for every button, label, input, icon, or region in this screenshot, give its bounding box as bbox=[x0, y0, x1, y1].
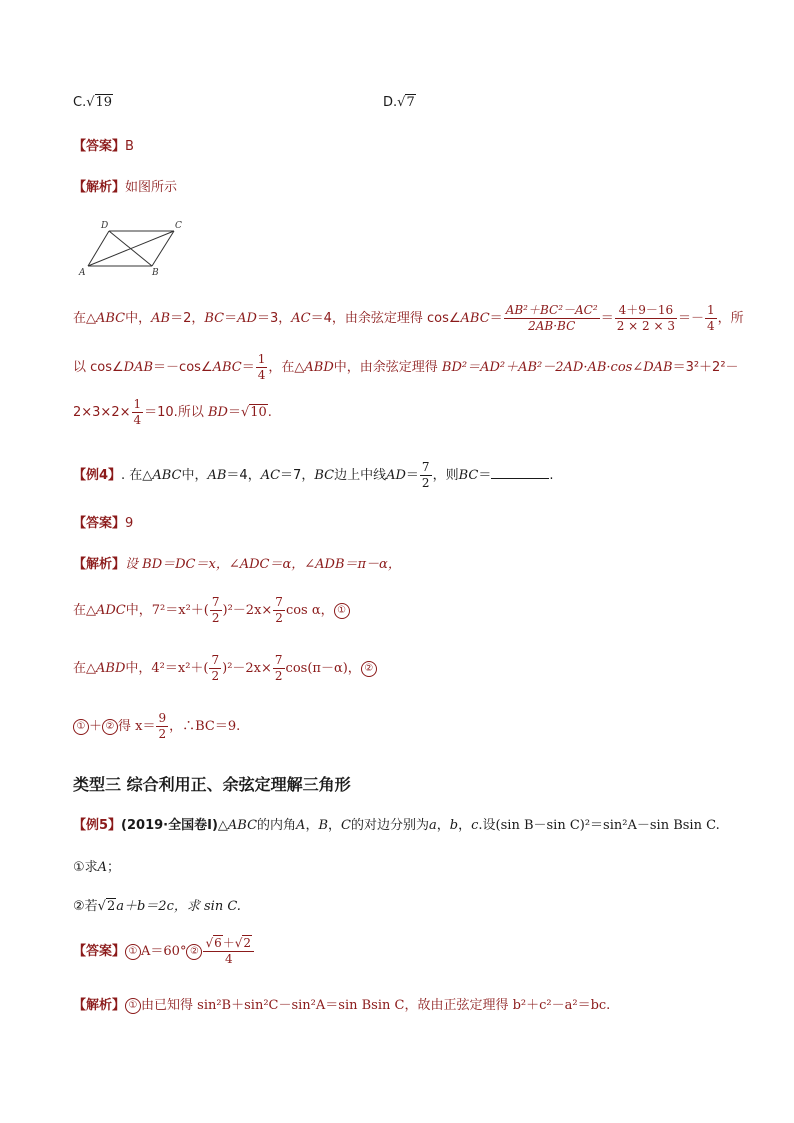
example-tag: 【例5】 bbox=[73, 818, 122, 833]
text: 的内角 bbox=[257, 818, 297, 833]
denominator: 4 bbox=[203, 951, 254, 967]
answer-value: B bbox=[125, 139, 134, 154]
text: 在△ bbox=[73, 603, 96, 618]
vertex-a-label: A bbox=[79, 268, 86, 278]
answer-tag: 【答案】 bbox=[73, 944, 126, 959]
text: . 在△ bbox=[121, 468, 153, 483]
text: 中， bbox=[181, 468, 208, 483]
option-c-label: C. bbox=[73, 95, 87, 110]
text: ②若 bbox=[73, 899, 98, 914]
edge-da bbox=[88, 231, 109, 266]
denominator: 4 bbox=[707, 319, 715, 333]
fraction-answer-2 bbox=[203, 936, 254, 967]
text: ，所 bbox=[717, 311, 744, 326]
analysis-1-line-2: 以 cos∠DAB＝－cos∠ABC＝ $\frac{1}{4}$ ，在△ABD中，由余弦定理得 BD²＝AD²＋AB²－2AD·AB·cos∠DAB＝3²＋2²－ bbox=[73, 352, 739, 382]
text: . bbox=[549, 468, 554, 483]
answer-4 bbox=[73, 512, 133, 531]
denominator: 2 bbox=[421, 476, 430, 490]
text: ， bbox=[305, 818, 319, 833]
text: cos α， bbox=[285, 603, 334, 618]
text: △ bbox=[217, 818, 228, 833]
numerator: 7 bbox=[275, 595, 283, 609]
denominator: 4 bbox=[257, 368, 266, 382]
analysis-4-line-4 bbox=[73, 711, 240, 742]
example-source: (2019·全国卷Ⅰ) bbox=[121, 818, 218, 833]
answer-5 bbox=[73, 936, 255, 967]
numerator: 4＋9－16 bbox=[618, 303, 674, 317]
text: cos(π－α)， bbox=[285, 661, 361, 676]
text: ＝3²＋2²－ bbox=[672, 360, 739, 375]
example-5: 【例5】(2019·全国卷Ⅰ)△ABC的内角A，B，C的对边分别为a，b，c.设(sin B－sin C)²＝sin²A－sin Bsin C. bbox=[73, 818, 720, 833]
numerator: 9 bbox=[158, 711, 167, 725]
parallelogram-figure bbox=[76, 218, 191, 278]
text: ＋ bbox=[222, 936, 235, 950]
text: ①求 bbox=[73, 860, 98, 875]
answer-1 bbox=[73, 135, 134, 154]
text: 以 cos∠ bbox=[73, 360, 124, 375]
option-c bbox=[73, 95, 113, 110]
text: 得 x＝ bbox=[118, 719, 156, 734]
text: )²－2x× bbox=[222, 603, 273, 618]
example-4: 【例4】. 在△ABC中，AB＝4，AC＝7，BC边上中线AD＝ $\frac{7}{2}$ ，则BC＝ . bbox=[73, 460, 554, 490]
numerator: 1 bbox=[257, 352, 266, 366]
fraction-seven-halves bbox=[420, 460, 432, 491]
sqrt-10: √10 bbox=[240, 405, 267, 420]
circled-one: ① bbox=[125, 944, 141, 960]
text: ＝4，由余弦定理得 cos∠ bbox=[310, 311, 461, 326]
text: 的对边分别为 bbox=[350, 818, 429, 833]
numerator: √6＋√2 bbox=[205, 936, 252, 950]
option-c-radicand: 19 bbox=[95, 95, 113, 110]
text: ， bbox=[328, 818, 342, 833]
numerator: 7 bbox=[274, 653, 283, 667]
analysis-tag: 【解析】 bbox=[73, 998, 126, 1013]
text: ； bbox=[107, 860, 121, 875]
text: ，在△ bbox=[268, 360, 305, 375]
text: ＝－cos∠ bbox=[153, 360, 213, 375]
option-d-label: D. bbox=[383, 95, 398, 110]
fraction-quarter bbox=[705, 303, 717, 334]
analysis-tag: 【解析】 bbox=[73, 557, 126, 572]
text: ＝ bbox=[478, 468, 492, 483]
text: ＝3， bbox=[256, 311, 292, 326]
option-d bbox=[383, 95, 416, 110]
text: ＝ bbox=[405, 468, 419, 483]
fraction-nine-halves bbox=[156, 711, 168, 742]
text: ＝7， bbox=[280, 468, 315, 483]
text: ＝10.所以 bbox=[144, 405, 208, 420]
analysis-intro: 如图所示 bbox=[125, 180, 178, 195]
circled-one: ① bbox=[125, 998, 141, 1014]
text: 中，由余弦定理得 bbox=[333, 360, 442, 375]
fraction bbox=[273, 653, 285, 684]
analysis-1-intro bbox=[73, 176, 177, 195]
sqrt-19: √19 bbox=[86, 95, 113, 110]
circled-two: ② bbox=[186, 944, 202, 960]
vertex-c-label: C bbox=[175, 221, 182, 231]
denominator: 2AB·BC bbox=[504, 318, 600, 334]
denominator: 2 bbox=[211, 611, 220, 625]
answer-tag: 【答案】 bbox=[73, 139, 126, 154]
denominator: 2 × 2 × 3 bbox=[616, 319, 675, 333]
fraction-values bbox=[615, 303, 677, 334]
circled-two: ② bbox=[102, 719, 118, 735]
text: a＋b＝2c，求 sin C. bbox=[116, 899, 241, 914]
numerator: 1 bbox=[707, 303, 715, 317]
text: 由已知得 sin²B＋sin²C－sin²A＝sin Bsin C，故由正弦定理得 b²＋c²－a²＝bc. bbox=[141, 998, 611, 1013]
analysis-1-line-1: 在△ABC中，AB＝2，BC＝AD＝3，AC＝4，由余弦定理得 cos∠ABC＝ $\frac{\text{AB²＋BC²－AC²}}{2AB\cdot BC}$ ＝ $\frac{4+9-16}{2 \times 2 \times 3}$ ＝－ $\frac{1}{4}$ ，所 bbox=[73, 303, 744, 333]
denominator: 2 bbox=[275, 611, 283, 625]
answer-blank[interactable] bbox=[491, 466, 549, 479]
text: ＝ bbox=[600, 311, 614, 326]
fraction bbox=[210, 595, 222, 626]
vertex-b-label: B bbox=[152, 268, 159, 278]
analysis-4-line-2: 在△ADC中，7²＝x²＋( $\frac{7}{2}$ )²－2x× $\frac{7}{2}$ cos α， ① bbox=[73, 595, 350, 626]
edge-cb bbox=[152, 231, 174, 266]
fraction-cosine-law bbox=[504, 303, 600, 334]
radicand: 10 bbox=[250, 405, 267, 420]
sqrt-7: √7 bbox=[397, 95, 415, 110]
text: ＝ bbox=[241, 360, 255, 375]
option-d-radicand: 7 bbox=[406, 95, 415, 110]
analysis-1-line-3: 2×3×2× $\frac{1}{4}$ ＝10.所以 BD＝√10. bbox=[73, 397, 272, 427]
text: BD²＝AD²＋AB²－2AD·AB·cos∠DAB bbox=[441, 360, 673, 375]
analysis-4-line-3: 在△ABD中，4²＝x²＋( $\frac{7}{2}$ )²－2x× $\frac{7}{2}$ cos(π－α)， ② bbox=[73, 653, 377, 684]
text: ， bbox=[436, 818, 450, 833]
numerator: 7 bbox=[421, 460, 430, 474]
circled-one: ① bbox=[73, 719, 89, 735]
text: ， bbox=[458, 818, 472, 833]
text: 边上中线 bbox=[334, 468, 387, 483]
section-heading: 类型三 综合利用正、余弦定理解三角形 bbox=[73, 775, 351, 794]
text: ＝ bbox=[227, 405, 241, 420]
vertex-d-label: D bbox=[101, 221, 109, 231]
text: ，∴BC＝9. bbox=[169, 719, 241, 734]
text: ＝ bbox=[489, 311, 503, 326]
text: 中， bbox=[125, 311, 152, 326]
analysis-tag: 【解析】 bbox=[73, 180, 126, 195]
radicand: 2 bbox=[243, 936, 252, 950]
radicand: 2 bbox=[106, 899, 116, 914]
sqrt-2: √2 bbox=[97, 899, 116, 914]
answer-part-1: A＝60° bbox=[141, 944, 187, 959]
text: 中，4²＝x²＋( bbox=[125, 661, 209, 676]
text: )²－2x× bbox=[222, 661, 272, 676]
numerator: 7 bbox=[211, 653, 220, 667]
fraction bbox=[209, 653, 221, 684]
circled-one: ① bbox=[334, 603, 350, 619]
analysis-4-line-1 bbox=[73, 553, 401, 572]
text: ＝ bbox=[224, 311, 238, 326]
analysis-5 bbox=[73, 994, 610, 1014]
text: 在△ bbox=[73, 661, 96, 676]
text: ，则 bbox=[432, 468, 459, 483]
text: 在△ bbox=[73, 311, 96, 326]
answer-value: 9 bbox=[125, 516, 134, 531]
circled-two: ② bbox=[361, 661, 377, 677]
example-tag: 【例4】 bbox=[73, 468, 122, 483]
text: ＝－ bbox=[677, 311, 704, 326]
numerator: 1 bbox=[133, 397, 142, 411]
answer-tag: 【答案】 bbox=[73, 516, 126, 531]
denominator: 2 bbox=[211, 669, 220, 683]
example-5-question-1: ①求A； bbox=[73, 860, 121, 875]
denominator: 4 bbox=[133, 413, 142, 427]
diagonal-ac bbox=[88, 231, 174, 266]
text: 中，7²＝x²＋( bbox=[125, 603, 209, 618]
text: 设 BD＝DC＝x，∠ADC＝α，∠ADB＝π－α， bbox=[125, 557, 401, 572]
text: 2×3×2× bbox=[73, 405, 131, 420]
text: .设(sin B－sin C)²＝sin²A－sin Bsin C. bbox=[478, 818, 720, 833]
fraction bbox=[273, 595, 285, 626]
text: . bbox=[267, 405, 272, 420]
text: ＋ bbox=[89, 719, 103, 734]
text: ＝2， bbox=[170, 311, 205, 326]
numerator: AB²＋BC²－AC² bbox=[505, 303, 598, 317]
fraction-quarter-2 bbox=[256, 352, 268, 383]
example-5-question-2 bbox=[73, 895, 241, 914]
denominator: 2 bbox=[274, 669, 283, 683]
denominator: 2 bbox=[158, 727, 167, 741]
text: ＝4， bbox=[226, 468, 261, 483]
numerator: 7 bbox=[211, 595, 220, 609]
radicand: 6 bbox=[214, 936, 222, 950]
fraction-quarter-3 bbox=[132, 397, 144, 428]
